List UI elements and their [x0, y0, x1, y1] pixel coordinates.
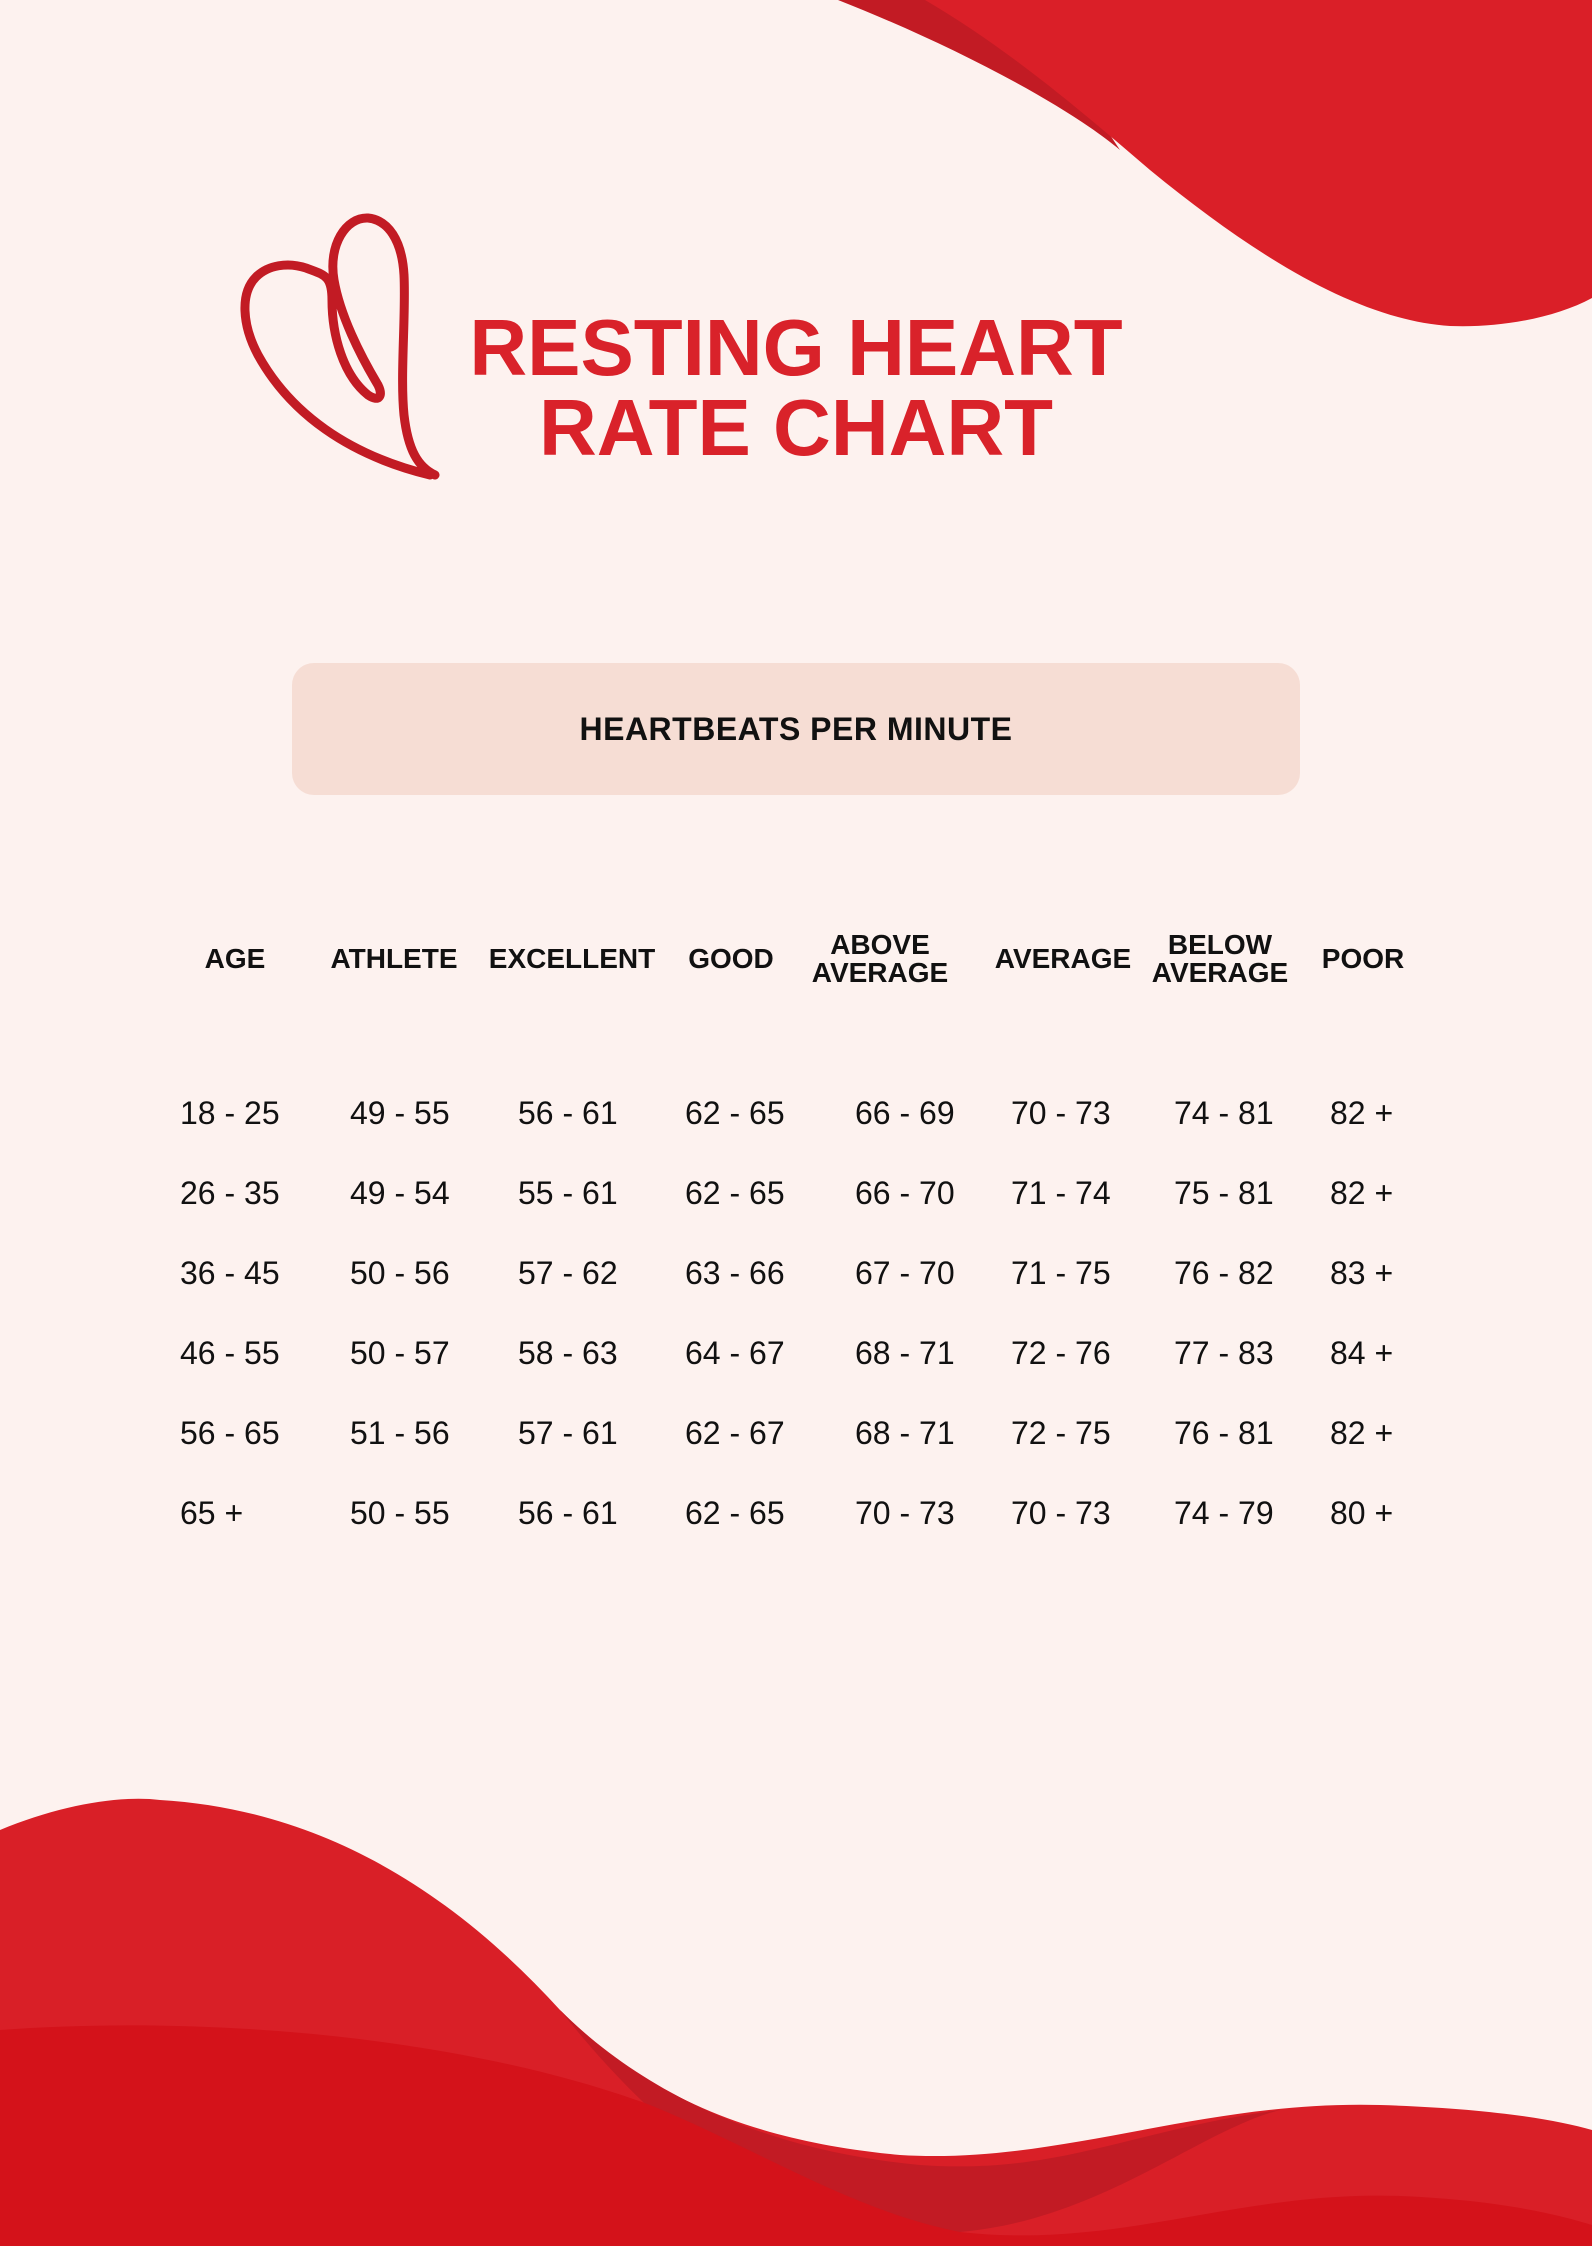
table-cell-good: 62 - 65: [685, 1095, 785, 1131]
table-cell-athlete: 51 - 56: [350, 1415, 450, 1451]
table-cell-poor: 80 +: [1330, 1495, 1394, 1531]
column-header-average: AVERAGE: [994, 943, 1132, 974]
banner-label: HEARTBEATS PER MINUTE: [579, 710, 1013, 747]
table-cell-poor: 84 +: [1330, 1335, 1394, 1371]
table-cell-good: 63 - 66: [685, 1255, 785, 1291]
table-cell-excellent: 55 - 61: [518, 1175, 618, 1211]
table-cell-below-average: 76 - 82: [1174, 1255, 1274, 1291]
table-cell-average: 70 - 73: [1011, 1495, 1111, 1531]
table-cell-athlete: 50 - 57: [350, 1335, 450, 1371]
title-line-1: RESTING HEART: [469, 303, 1123, 392]
title-line-2: RATE CHART: [538, 383, 1054, 472]
table-cell-age: 65 +: [180, 1495, 244, 1531]
page-title: [400, 303, 1192, 472]
table-cell-age: 26 - 35: [180, 1175, 280, 1211]
table-cell-above-average: 66 - 70: [855, 1175, 955, 1211]
column-header-excellent: EXCELLENT: [488, 943, 656, 974]
table-cell-good: 62 - 65: [685, 1175, 785, 1211]
table-cell-poor: 82 +: [1330, 1095, 1394, 1131]
table-cell-above-average: 70 - 73: [855, 1495, 955, 1531]
table-cell-athlete: 50 - 55: [350, 1495, 450, 1531]
column-header-poor: POOR: [1321, 943, 1405, 974]
top-right-wave: [925, 0, 1592, 326]
column-header-athlete: ATHLETE: [330, 943, 458, 974]
column-header-below-average: BELOW AVERAGE: [1151, 929, 1289, 988]
table-cell-excellent: 56 - 61: [518, 1095, 618, 1131]
table-cell-above-average: 68 - 71: [855, 1415, 955, 1451]
table-cell-above-average: 67 - 70: [855, 1255, 955, 1291]
table-cell-poor: 83 +: [1330, 1255, 1394, 1291]
table-cell-excellent: 57 - 62: [518, 1255, 618, 1291]
table-cell-below-average: 75 - 81: [1174, 1175, 1274, 1211]
table-cell-above-average: 66 - 69: [855, 1095, 955, 1131]
table-cell-age: 36 - 45: [180, 1255, 280, 1291]
table-cell-average: 71 - 75: [1011, 1255, 1111, 1291]
table-cell-athlete: 49 - 54: [350, 1175, 450, 1211]
table-cell-poor: 82 +: [1330, 1175, 1394, 1211]
column-header-good: GOOD: [688, 943, 774, 974]
table-cell-age: 18 - 25: [180, 1095, 280, 1131]
table-cell-average: 70 - 73: [1011, 1095, 1111, 1131]
table-cell-age: 46 - 55: [180, 1335, 280, 1371]
table-cell-below-average: 76 - 81: [1174, 1415, 1274, 1451]
heartbeats-banner: [292, 663, 1300, 795]
table-cell-excellent: 56 - 61: [518, 1495, 618, 1531]
table-cell-good: 62 - 65: [685, 1495, 785, 1531]
table-cell-good: 64 - 67: [685, 1335, 785, 1371]
table-cell-average: 72 - 75: [1011, 1415, 1111, 1451]
table-cell-average: 71 - 74: [1011, 1175, 1111, 1211]
table-cell-athlete: 50 - 56: [350, 1255, 450, 1291]
table-cell-below-average: 74 - 81: [1174, 1095, 1274, 1131]
table-cell-average: 72 - 76: [1011, 1335, 1111, 1371]
table-cell-age: 56 - 65: [180, 1415, 280, 1451]
table-cell-excellent: 58 - 63: [518, 1335, 618, 1371]
table-cell-good: 62 - 67: [685, 1415, 785, 1451]
table-cell-excellent: 57 - 61: [518, 1415, 618, 1451]
table-cell-athlete: 49 - 55: [350, 1095, 450, 1131]
table-cell-below-average: 77 - 83: [1174, 1335, 1274, 1371]
column-header-age: AGE: [204, 943, 266, 974]
column-header-above-average: ABOVE AVERAGE: [811, 929, 949, 988]
table-cell-poor: 82 +: [1330, 1415, 1394, 1451]
table-cell-above-average: 68 - 71: [855, 1335, 955, 1371]
table-cell-below-average: 74 - 79: [1174, 1495, 1274, 1531]
